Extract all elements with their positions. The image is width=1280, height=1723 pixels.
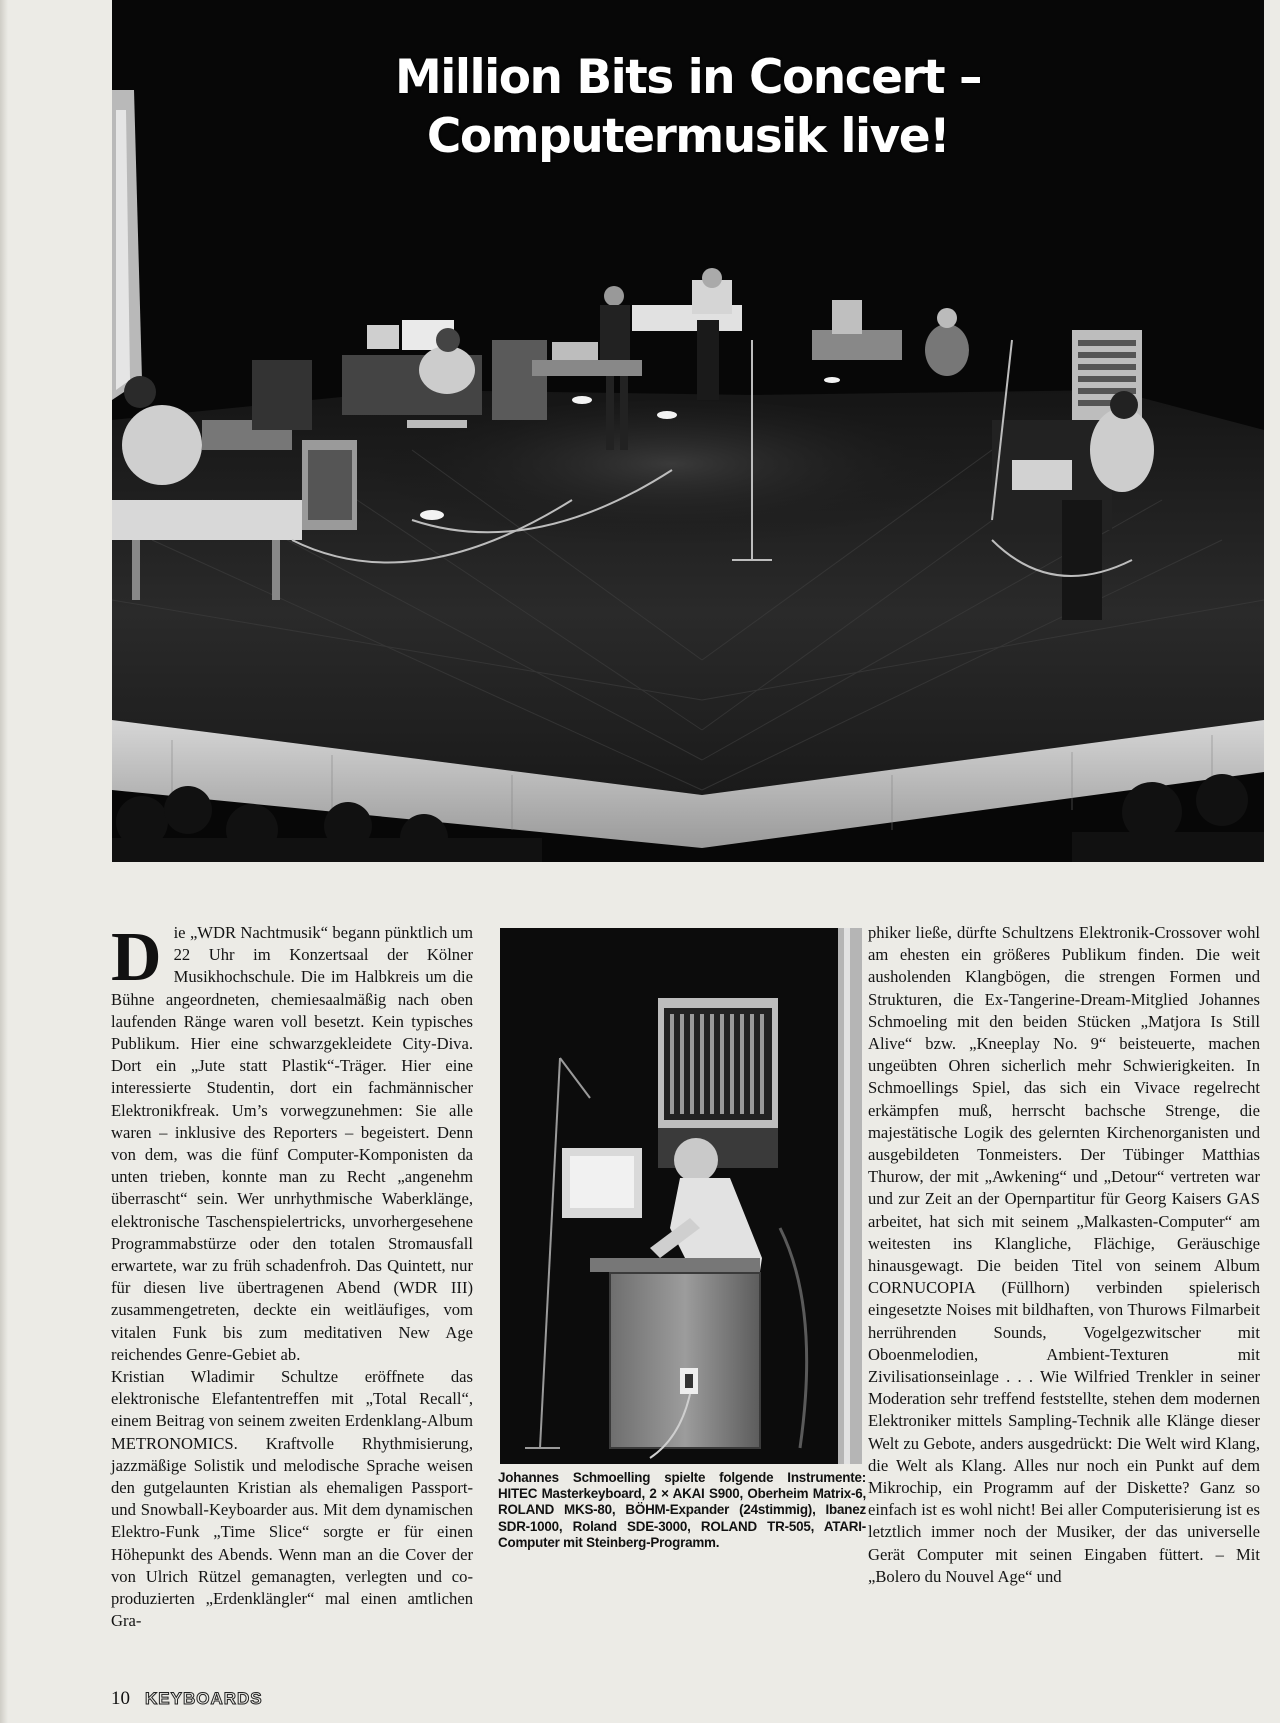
dropcap: D xyxy=(111,919,162,996)
paragraph-schmoelling-thurow: phiker ließe, dürfte Schultzens Elektronik-Crossover wohl am ehesten ein größeres Publikum finden. Die weit ausholenden Klangbögen, die strengen Formen und Strukturen, die Ex-Tangerine-Dream-Mitglied Johannes Schmoeling mit den beiden Stücken „Matjora Is Still Alive“ bzw. „Kneeplay No. 9“ beisteuerte, machen ungeübten Ohren sicherlich mehr Schwierigkeiten. In Schmoellings Spiel, das sich ein Vivace regelrecht erkämpfen muß, herrscht bachsche Strenge, die majestätische Logik des gelernten Kirchenorganisten und ausgebildeten Tonmeisters. Der Tübinger Matthias Thurow, der mit „Awkening“ und „Detour“ vertreten war und zur Zeit an der Opernpartitur für Georg Kaisers GAS arbeitet, hat sich mit seinem „Malkasten-Computer“ am weitesten ins Klangliche, Flächige, Geräuschige hinausgewagt. Die beiden Titel von seinem Album CORNUCOPIA (Füllhorn) verbinden spielerisch eingesetzte Noises mit bildhaften, von Thurows Filmarbeit herrührenden Sounds, Vogelgezwitscher mit Oboenmelodien, Ambient-Texturen mit Zivilisationseinlage . . . Wie Wilfried Trenkler in seiner Moderation sehr treffend feststellte, stehen dem modernen Elektroniker mittels Sampling-Technik alle Klänge dieser Welt zu Gebote, anders ausgedrückt: Die Welt wird Klang, die Welt als Klang. Alles nur noch ein Punkt auf dem Mikrochip, ein Programm auf der Diskette? Ganz so einfach ist es wohl nicht! Bei aller Computerisierung ist es letztlich immer noch der Musiker, der das universelle Gerät Computer mit seinen Eingaben füttert. – Mit „Bolero du Nouvel Age“ und xyxy=(868,923,1260,1586)
page-number: 10 xyxy=(111,1688,130,1709)
paragraph-schultze: Kristian Wladimir Schultze eröffnete das elektronische Elefantentreffen mit „Total Recall“, einem Beitrag von seinem zweiten Erdenklang-Album METRONOMICS. Kraftvolle Rhythmisierung, jazzmäßige Solistik und melodische Sprache weisen den gutgelaunten Kristian als ehemaligen Passport- und Snowball-Keyboarder aus. Mit dem dynamischen Elektro-Funk „Time Slice“ sorgte er für einen Höhepunkt des Abends. Wenn man an die Cover der von Ulrich Rützel gemanagten, verlegten und co-produzierten „Erdenklängler“ mal einen amtlichen Gra- xyxy=(111,1367,473,1631)
headline-line-1: Million Bits in Concert – xyxy=(395,50,981,105)
photo-caption: Johannes Schmoelling spielte folgende Instrumente: HITEC Masterkeyboard, 2 × AKAI S900, Oberheim Matrix-6, ROLAND MKS-80, BÖHM-Expander (24stimmig), Ibanez SDR-1000, Roland SDE-3000, ROLAND TR-505, ATARI-Computer mit Steinberg-Programm. xyxy=(498,1470,866,1550)
page-edge xyxy=(0,0,8,1723)
magazine-logo: KEYBOARDS xyxy=(145,1689,263,1708)
article-headline xyxy=(112,48,1264,166)
performer-illustration xyxy=(500,928,862,1464)
text-column-right xyxy=(868,922,1260,1588)
text-column-left xyxy=(111,919,473,1633)
hero-photo xyxy=(112,0,1264,862)
paragraph-intro: ie „WDR Nachtmusik“ begann pünktlich um 22 Uhr im Konzertsaal der Kölner Musikhochschule. Die im Halbkreis um die Bühne angeordneten, chemiesaalmäßig nach oben laufenden Ränge waren voll besetzt. Kein typisches Publikum. Hier eine schwarzgekleidete City-Diva. Dort ein „Jute statt Plastik“-Träger. Hier eine interessierte Studentin, dort ein fachmännischer Elektronikfreak. Um’s vorwegzunehmen: Sie alle waren – inklusive des Reporters – begeistert. Denn von dem, was die fünf Computer-Komponisten da unten trieben, konnte man zu Recht „angenehm überrascht“ sein. Wer unrhythmische Waberklänge, elektronische Taschenspielertricks, unvorhergesehene Programmabstürze oder den totalen Stromausfall erwartete, war zu früh schadenfroh. Das Quintett, nur für diesen live übertragenen Abend (WDR III) zusammengetreten, deckte ein weitläufiges, vom vitalen Funk bis zum meditativen New Age reichendes Genre-Gebiet ab. xyxy=(111,923,473,1364)
schmoelling-photo xyxy=(500,928,862,1464)
headline-line-2: Computermusik live! xyxy=(426,109,950,164)
